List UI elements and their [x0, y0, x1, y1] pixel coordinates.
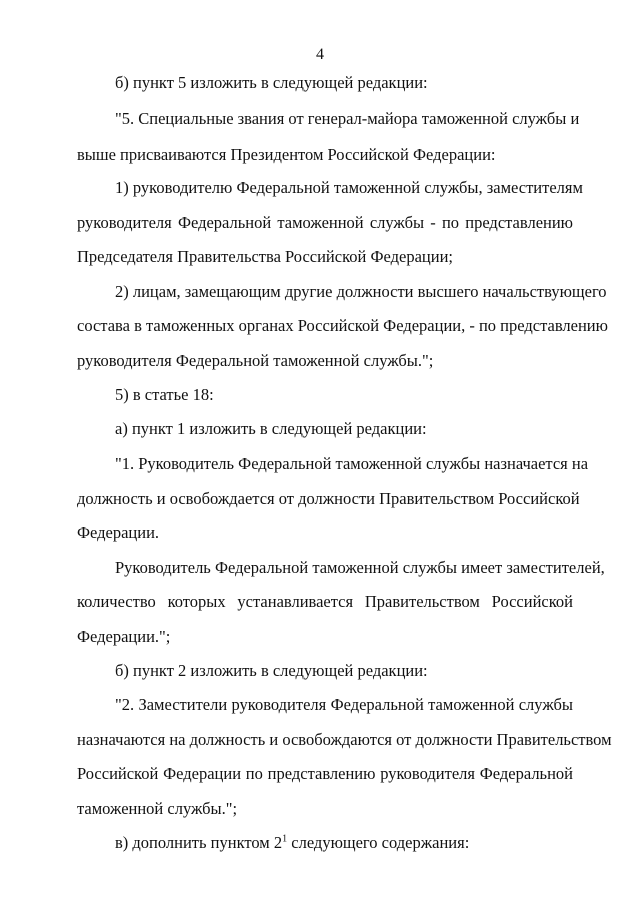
paragraph-line: таможенной службы."; [77, 799, 238, 818]
paragraph-line: назначаются на должность и освобождаются от должности Правительством [77, 730, 612, 749]
paragraph-line: количество которых устанавливается Правительством Российской [77, 592, 573, 611]
paragraph-line: "5. Специальные звания от генерал-майора таможенной службы и [115, 109, 580, 128]
paragraph-line: Председателя Правительства Российской Федерации; [77, 247, 453, 266]
paragraph-line: б) пункт 2 изложить в следующей редакции: [115, 661, 428, 680]
paragraph-line: Федерации."; [77, 627, 171, 646]
paragraph-line: должность и освобождается от должности Правительством Российской [77, 489, 580, 508]
paragraph-line: "1. Руководитель Федеральной таможенной службы назначается на [115, 454, 589, 473]
paragraph-line: 1) руководителю Федеральной таможенной службы, заместителям [115, 178, 583, 197]
paragraph-line: состава в таможенных органах Российской Федерации, - по представлению [77, 316, 608, 335]
paragraph-line: 2) лицам, замещающим другие должности высшего начальствующего [115, 282, 607, 301]
paragraph-line: руководителя Федеральной таможенной службы - по представлению [77, 213, 573, 232]
paragraph-line: Федерации. [77, 523, 160, 542]
paragraph-line: Российской Федерации по представлению руководителя Федеральной [77, 764, 573, 783]
paragraph-line: а) пункт 1 изложить в следующей редакции: [115, 419, 427, 438]
paragraph-line: Руководитель Федеральной таможенной службы имеет заместителей, [115, 558, 605, 577]
page-number: 4 [316, 46, 324, 63]
paragraph-line: б) пункт 5 изложить в следующей редакции: [115, 73, 428, 92]
superscript: 1 [282, 833, 288, 845]
paragraph-line: выше присваиваются Президентом Российской Федерации: [77, 145, 496, 164]
paragraph-line: 5) в статье 18: [115, 385, 214, 404]
paragraph-line: руководителя Федеральной таможенной службы."; [77, 351, 434, 370]
paragraph-line: "2. Заместители руководителя Федеральной таможенной службы [115, 695, 573, 714]
paragraph-line: в) дополнить пунктом $2^1$ следующего содержания: [115, 833, 470, 852]
